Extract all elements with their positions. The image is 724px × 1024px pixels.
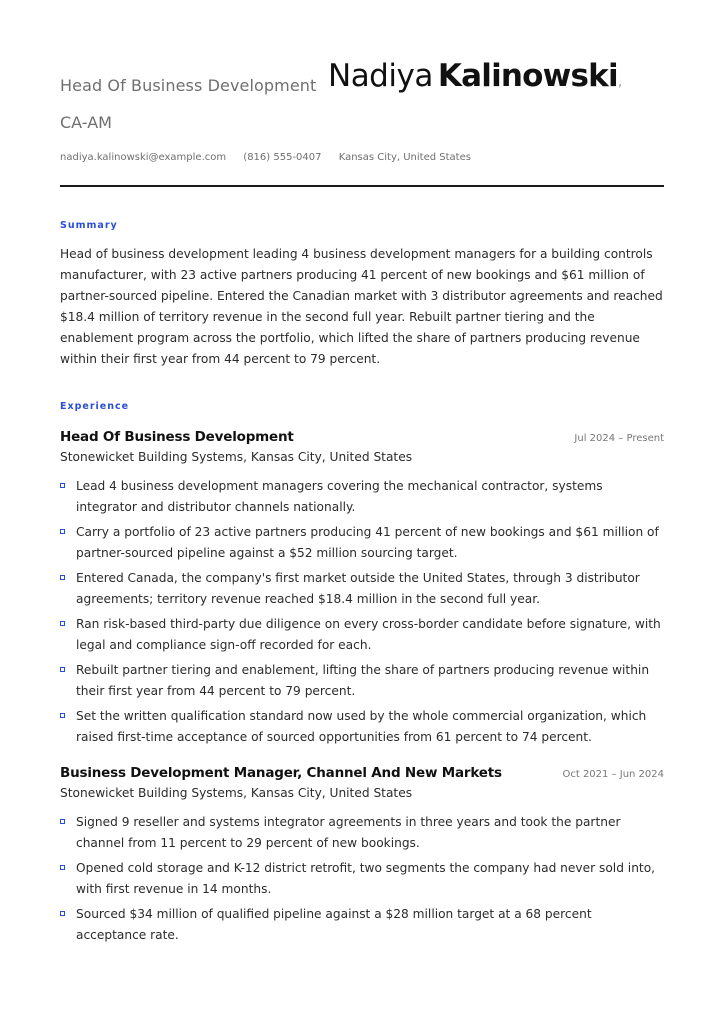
bullet-text: Signed 9 reseller and systems integrator agreements in three years and took the partner channel from 11 percent to 29 percent of new bookings. — [76, 815, 621, 850]
role-company: Stonewicket Building Systems, Kansas City, United States — [60, 450, 413, 464]
bullet-text: Lead 4 business development managers covering the mechanical contractor, systems integrator and distributor channels nationally. — [76, 479, 603, 514]
candidate-name — [328, 58, 622, 94]
bullet-item — [60, 568, 664, 609]
contact-phone[interactable]: (816) 555-0407 — [243, 152, 322, 163]
bullet-text: Rebuilt partner tiering and enablement, lifting the share of partners producing revenue within their first year from 44 percent to 79 percent. — [76, 663, 650, 698]
contact-line — [60, 152, 485, 163]
bullet-text: Set the written qualification standard now used by the whole commercial organization, which raised first-time acceptance of sourced opportunities from 61 percent to 74 percent. — [76, 709, 647, 744]
square-bullet-icon — [60, 713, 65, 718]
bullet-item — [60, 660, 664, 701]
square-bullet-icon — [60, 667, 65, 672]
bullet-item — [60, 858, 664, 899]
name-comma: , — [617, 74, 623, 90]
credentials: CA-AM — [60, 113, 112, 132]
experience-heading: Experience — [60, 401, 130, 412]
contact-email[interactable]: nadiya.kalinowski@example.com — [60, 152, 227, 163]
bullet-text: Ran risk-based third-party due diligence on every cross-border candidate before signature, with legal and compliance sign-off recorded for each. — [76, 617, 661, 652]
bullet-text: Entered Canada, the company's first market outside the United States, through 3 distributor agreements; territory revenue reached $18.4 million in the second full year. — [76, 571, 640, 606]
square-bullet-icon — [60, 621, 65, 626]
square-bullet-icon — [60, 483, 65, 488]
header-job-title: Head Of Business Development — [60, 76, 317, 95]
square-bullet-icon — [60, 529, 65, 534]
bullet-item — [60, 706, 664, 747]
square-bullet-icon — [60, 865, 65, 870]
bullet-item — [60, 614, 664, 655]
role-title: Head Of Business Development — [60, 429, 294, 445]
first-name: Nadiya — [328, 58, 433, 94]
bullet-item — [60, 522, 664, 563]
role-title: Business Development Manager, Channel And New Markets — [60, 765, 502, 781]
bullet-text: Sourced $34 million of qualified pipeline against a $28 million target at a 68 percent acceptance rate. — [76, 907, 592, 942]
square-bullet-icon — [60, 575, 65, 580]
square-bullet-icon — [60, 911, 65, 916]
last-name: Kalinowski — [437, 58, 618, 94]
header — [60, 58, 664, 98]
bullet-item — [60, 904, 664, 945]
square-bullet-icon — [60, 819, 65, 824]
role-dates: Jul 2024 – Present — [574, 433, 664, 444]
bullet-item — [60, 812, 664, 853]
bullet-text: Carry a portfolio of 23 active partners producing 41 percent of new bookings and $61 million of partner-sourced pipeline against a $52 million sourcing target. — [76, 525, 659, 560]
summary-heading: Summary — [60, 220, 118, 231]
role-dates: Oct 2021 – Jun 2024 — [562, 769, 664, 780]
role-bullets — [60, 812, 664, 950]
bullet-text: Opened cold storage and K-12 district retrofit, two segments the company had never sold into, with first revenue in 14 months. — [76, 861, 656, 896]
bullet-item — [60, 476, 664, 517]
summary-text: Head of business development leading 4 business development managers for a building controls manufacturer, with 23 active partners producing 41 percent of new bookings and $61 million of partner-sourced pipeline. Entered the Canadian market with 3 distributor agreements and reached $18.4 million of territory revenue in the second full year. Rebuilt partner tiering and the enablement program across the portfolio, which lifted the share of partners producing revenue within their first year from 44 percent to 79 percent. — [60, 247, 663, 366]
role-company: Stonewicket Building Systems, Kansas City, United States — [60, 786, 413, 800]
header-divider — [60, 185, 664, 187]
contact-location: Kansas City, United States — [338, 152, 471, 163]
role-bullets — [60, 476, 664, 752]
